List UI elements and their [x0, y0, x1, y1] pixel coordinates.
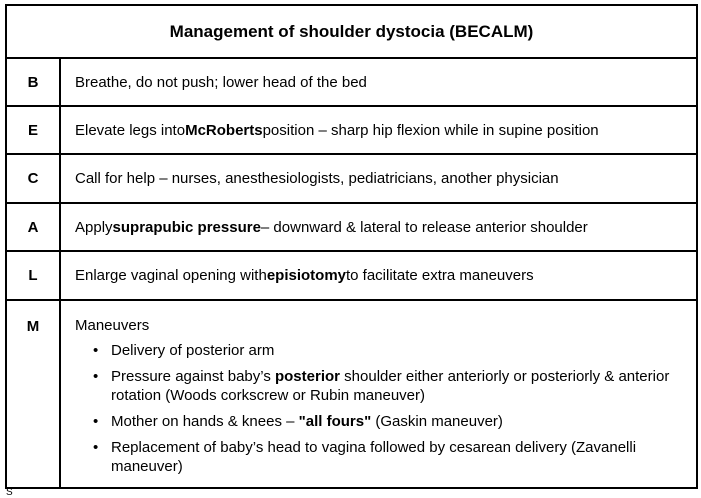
- becalm-table: [5, 4, 698, 489]
- row-a: [7, 204, 696, 252]
- row-letter: C: [7, 155, 61, 202]
- maneuvers-heading: Maneuvers: [75, 317, 150, 334]
- desc-bold-text: episiotomy: [266, 267, 346, 284]
- row-l: [7, 252, 696, 301]
- row-description: [75, 204, 692, 250]
- list-item: [111, 412, 686, 431]
- item-text: Delivery of posterior arm: [111, 342, 275, 359]
- row-letter: B: [7, 59, 61, 105]
- item-text: Replacement of baby’s head to vagina followed by cesarean delivery (Zavanelli maneuver): [111, 439, 637, 475]
- desc-text: position – sharp hip flexion while in supine position: [262, 121, 599, 139]
- desc-text: Apply: [75, 218, 113, 236]
- desc-text: Breathe, do not push; lower head of the bed: [75, 73, 367, 91]
- cropped-footer-text: S: [6, 487, 13, 498]
- item-text: Pressure against baby’s: [111, 368, 275, 385]
- row-description: [75, 107, 692, 153]
- list-item: [111, 367, 686, 405]
- desc-text: – downward & lateral to release anterior shoulder: [260, 218, 588, 236]
- row-letter: L: [7, 252, 61, 299]
- row-description: [75, 252, 692, 299]
- item-text: Mother on hands & knees –: [111, 413, 299, 430]
- row-description: [75, 155, 692, 202]
- item-text: shoulder either anteriorly or posteriorly & anterior rotation (Woods corkscrew or Rubin maneuver): [111, 368, 670, 404]
- item-bold-text: posterior: [274, 368, 340, 385]
- maneuvers-list: [75, 341, 686, 476]
- desc-text: Call for help – nurses, anesthesiologists, pediatricians, another physician: [75, 170, 559, 187]
- list-item: [111, 438, 686, 476]
- row-m: [7, 301, 696, 487]
- desc-text: Elevate legs into: [75, 121, 186, 139]
- desc-text: Enlarge vaginal opening with: [75, 267, 267, 284]
- desc-bold-text: suprapubic pressure: [112, 218, 261, 236]
- row-letter: A: [7, 204, 61, 250]
- list-item: [111, 341, 686, 360]
- table-title: Management of shoulder dystocia (BECALM): [7, 6, 696, 59]
- row-e: [7, 107, 696, 155]
- maneuvers-content: [75, 316, 686, 483]
- desc-text: to facilitate extra maneuvers: [346, 267, 534, 284]
- item-bold-text: "all fours": [298, 413, 372, 430]
- row-letter: E: [7, 107, 61, 153]
- row-description: [75, 59, 692, 105]
- row-c: [7, 155, 696, 204]
- desc-bold-text: McRoberts: [185, 121, 263, 139]
- row-b: [7, 59, 696, 107]
- row-letter: M: [7, 301, 61, 487]
- item-text: (Gaskin maneuver): [371, 413, 503, 430]
